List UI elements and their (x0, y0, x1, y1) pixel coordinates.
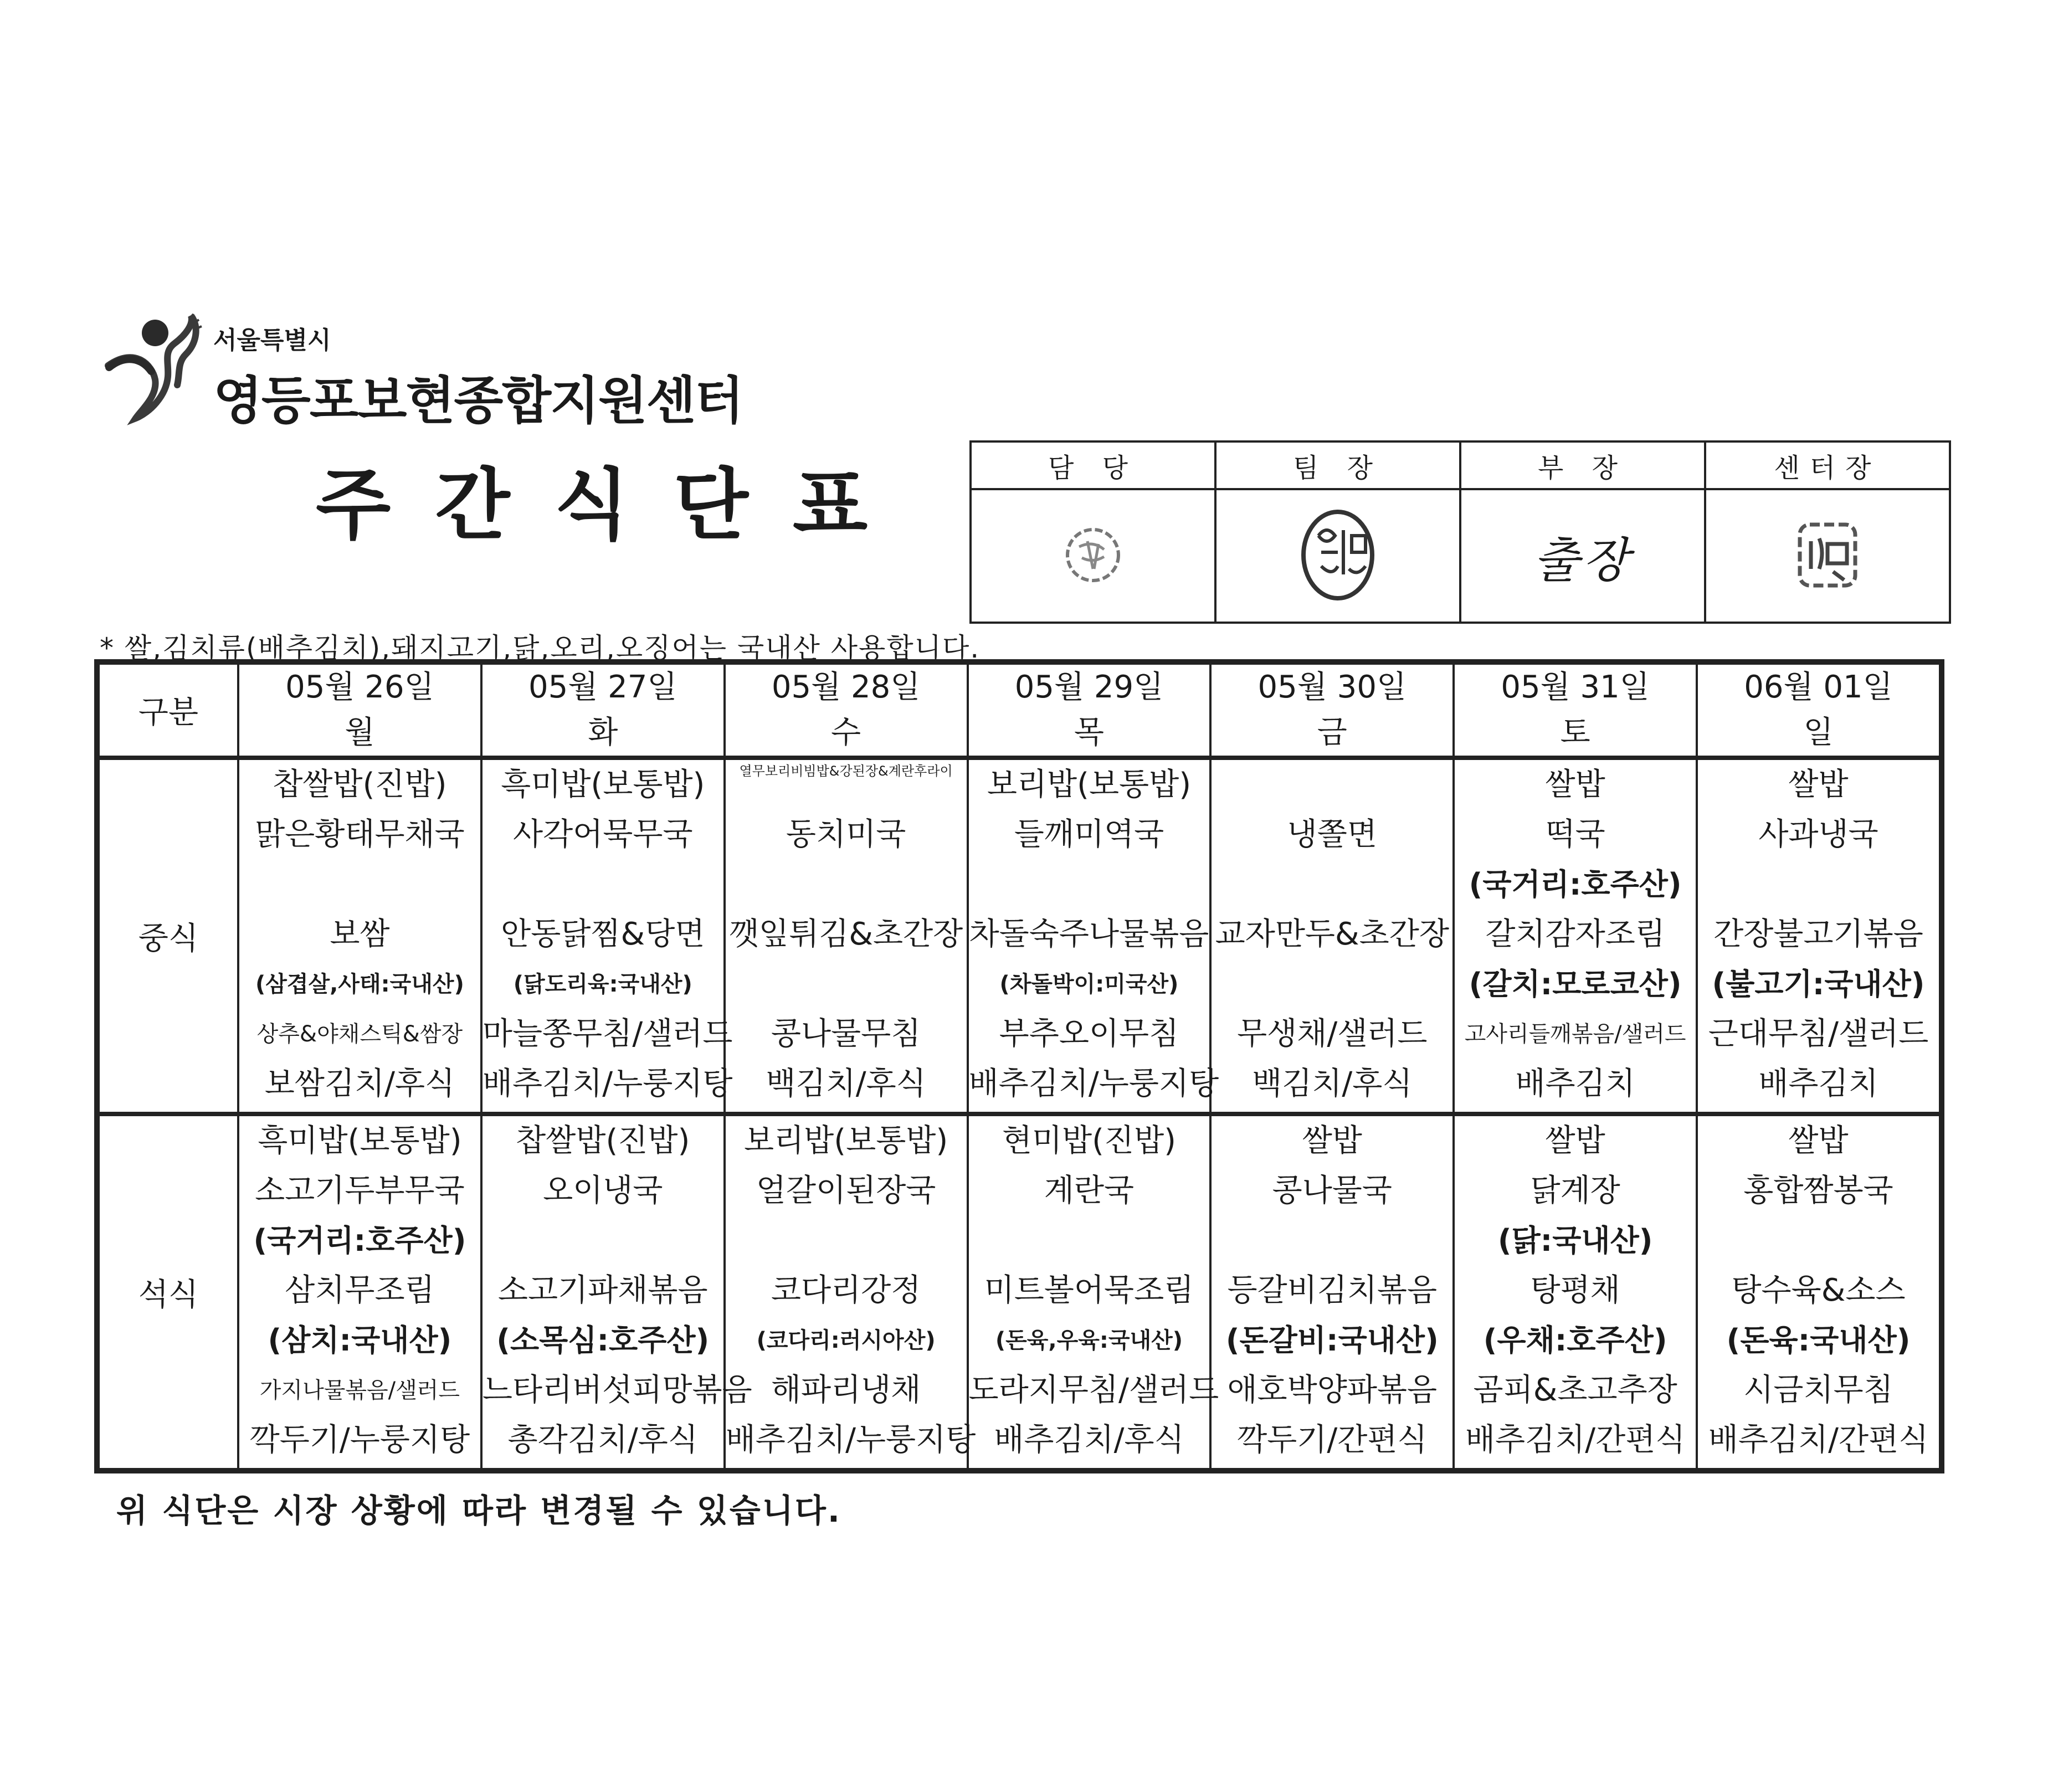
menu-cell (968, 1114, 1219, 1469)
menu-item-blank (1698, 860, 1939, 910)
menu-item: (차돌박이:미국산) (999, 972, 1179, 997)
approval-header-staff: 담 당 (971, 441, 1215, 489)
day-weekday: 토 (1560, 715, 1590, 751)
footer-note: 위 식단은 시장 상황에 따라 변경될 수 있습니다. (116, 1492, 841, 1529)
day-weekday: 목 (1074, 715, 1104, 751)
menu-item: 총각김치/후식 (507, 1422, 698, 1458)
menu-item: 차돌숙주나물볶음 (969, 916, 1209, 952)
menu-item: 느타리버섯피망볶음 (482, 1372, 752, 1408)
day-date: 05월 28일 (771, 669, 921, 705)
menu-item: 배추김치 (1515, 1066, 1635, 1102)
menu-cell (1697, 1114, 1940, 1469)
approval-sign-manager (1460, 489, 1705, 623)
approval-sign-team-lead (1215, 489, 1460, 623)
menu-item-blank (726, 1216, 967, 1266)
menu-item: 탕수육&소스 (1731, 1272, 1906, 1308)
day-weekday: 수 (831, 715, 861, 751)
menu-item-blank (1212, 959, 1452, 1009)
menu-item: 계란국 (1044, 1173, 1135, 1209)
menu-items (1698, 760, 1939, 1112)
menu-cell (968, 758, 1219, 1114)
menu-item: 등갈비김치볶음 (1227, 1272, 1438, 1308)
menu-item: 상추&야채스틱&쌈장 (256, 1021, 463, 1047)
menu-item: (닭:국내산) (1497, 1223, 1653, 1258)
menu-items (1455, 760, 1696, 1112)
menu-item-blank (726, 959, 967, 1009)
menu-item-blank (1212, 760, 1452, 810)
menu-item: 배추김치/누룽지탕 (482, 1066, 733, 1102)
menu-item: (돈갈비:국내산) (1225, 1323, 1439, 1358)
menu-item: 맑은황태무채국 (255, 817, 465, 853)
menu-item: 보쌈 (330, 916, 390, 952)
menu-cell (1454, 758, 1697, 1114)
menu-item: 배추김치 (1758, 1066, 1878, 1102)
day-header (1454, 664, 1697, 758)
menu-item: 콩나물국 (1272, 1173, 1392, 1209)
menu-cell (1210, 758, 1454, 1114)
menu-item: 소고기파채볶음 (497, 1272, 708, 1308)
menu-items (482, 760, 733, 1112)
weekly-menu-table (94, 659, 1944, 1473)
meal-label-lunch: 중식 (99, 758, 238, 1114)
day-weekday: 일 (1803, 715, 1834, 751)
day-header (1697, 664, 1940, 758)
menu-item: (코다리:러시아산) (756, 1328, 936, 1353)
menu-item: 흑미밥(보통밥) (258, 1123, 462, 1159)
menu-item-blank (1212, 1216, 1452, 1266)
menu-item: 간장불고기볶음 (1713, 916, 1923, 952)
menu-item-blank (969, 860, 1210, 910)
menu-item: 보리밥(보통밥) (987, 767, 1192, 803)
menu-item: 현미밥(진밥) (1002, 1123, 1177, 1159)
menu-item: 보쌈김치/후식 (264, 1066, 455, 1102)
menu-items (1212, 1116, 1452, 1468)
menu-item: 근대무침/샐러드 (1708, 1016, 1929, 1052)
menu-item: 애호박양파볶음 (1227, 1372, 1438, 1408)
menu-item: 쌀밥 (1545, 767, 1605, 803)
menu-item: 삼치무조림 (285, 1272, 435, 1308)
origin-note: * 쌀,김치류(배추김치),돼지고기,닭,오리,오징어는 국내산 사용합니다. (100, 632, 981, 664)
menu-items (239, 760, 480, 1112)
day-date: 05월 27일 (528, 669, 677, 705)
menu-item: 부추오이무침 (999, 1016, 1179, 1052)
day-header (968, 664, 1211, 758)
menu-item-blank (726, 860, 967, 910)
menu-item: 사각어묵무국 (512, 817, 693, 853)
menu-item: 배추김치/누룽지탕 (725, 1422, 976, 1458)
menu-item: 쌀밥 (1788, 1123, 1849, 1159)
menu-item: 배추김치/후식 (994, 1422, 1184, 1458)
menu-cell (1210, 1114, 1454, 1469)
menu-item: 고사리들깨볶음/샐러드 (1464, 1021, 1686, 1047)
seal-stamp-icon (1063, 525, 1123, 586)
menu-item: 열무보리비빔밥&강된장&계란후라이 (739, 763, 953, 779)
menu-item: (불고기:국내산) (1712, 967, 1925, 1002)
menu-items (725, 1116, 976, 1468)
menu-item-blank (1698, 1216, 1939, 1266)
date-header-row (99, 664, 1940, 758)
menu-items (1455, 1116, 1696, 1468)
menu-items (968, 760, 1219, 1112)
menu-item: 안동닭찜&당면 (501, 916, 705, 952)
menu-item: 소고기두부무국 (255, 1173, 465, 1209)
meal-label-dinner: 석식 (99, 1114, 238, 1469)
menu-cell (481, 1114, 752, 1469)
menu-item: 해파리냉채 (771, 1372, 921, 1408)
menu-item: 찹쌀밥(진밥) (273, 767, 447, 803)
menu-item: 냉쫄면 (1287, 817, 1377, 853)
menu-item: (닭도리육:국내산) (513, 972, 692, 997)
menu-item: 깍두기/간편식 (1237, 1422, 1428, 1458)
menu-cell (481, 758, 733, 1114)
menu-item: 탕평채 (1530, 1272, 1620, 1308)
menu-item-blank (969, 1216, 1210, 1266)
menu-item: (삼겹살,사태:국내산) (255, 972, 464, 997)
day-header (725, 664, 968, 758)
menu-cell (238, 1114, 481, 1469)
menu-item: (갈치:모로코산) (1469, 967, 1682, 1002)
approval-box (969, 440, 1951, 624)
menu-item: 쌀밥 (1545, 1123, 1605, 1159)
seal-stamp-icon (1794, 519, 1861, 591)
menu-item: 찹쌀밥(진밥) (516, 1123, 690, 1159)
menu-item: 흑미밥(보통밥) (501, 767, 705, 803)
menu-item-blank (1212, 860, 1452, 910)
menu-cell (725, 1114, 976, 1469)
menu-item: 코다리강정 (771, 1272, 921, 1308)
business-trip-sign: 출장 (1533, 532, 1633, 588)
menu-item: 쌀밥 (1302, 1123, 1362, 1159)
day-weekday: 화 (588, 715, 618, 751)
menu-item-blank (239, 860, 480, 910)
approval-sign-staff (971, 489, 1215, 623)
day-header (481, 664, 725, 758)
org-city-label: 서울특별시 (213, 326, 331, 355)
day-date: 05월 29일 (1014, 669, 1164, 705)
menu-item: 떡국 (1545, 817, 1605, 853)
day-weekday: 금 (1317, 715, 1347, 751)
menu-item: 갈치감자조림 (1485, 916, 1665, 952)
menu-item: 동치미국 (786, 817, 906, 853)
menu-item: 배추김치/누룽지탕 (968, 1066, 1219, 1102)
day-date: 05월 26일 (285, 669, 434, 705)
org-name: 영등포보현종합지원센터 (213, 371, 743, 430)
dinner-row (99, 1114, 1940, 1469)
menu-item: 사과냉국 (1758, 817, 1878, 853)
menu-item: (돈육,우육:국내산) (995, 1328, 1183, 1353)
day-weekday: 월 (345, 715, 375, 751)
menu-item: 가지나물볶음/샐러드 (259, 1378, 460, 1403)
approval-header-director: 센터장 (1705, 441, 1950, 489)
menu-items (239, 1116, 480, 1468)
menu-item: (국거리:호주산) (1469, 867, 1682, 902)
menu-item: 닭계장 (1530, 1173, 1620, 1209)
menu-item: (국거리:호주산) (253, 1223, 466, 1258)
menu-item: 미트볼어묵조림 (984, 1272, 1194, 1308)
day-date: 05월 31일 (1501, 669, 1650, 705)
menu-item: 백김치/후식 (1252, 1066, 1413, 1102)
seal-stamp-icon (1299, 508, 1377, 602)
menu-item: 무생채/샐러드 (1237, 1016, 1428, 1052)
menu-item: (우채:호주산) (1483, 1323, 1667, 1358)
day-header (1210, 664, 1454, 758)
approval-sign-director (1705, 489, 1950, 623)
approval-header-manager: 부 장 (1460, 441, 1705, 489)
page-title: 주간식단표 (316, 460, 912, 551)
menu-item: 곰피&초고추장 (1473, 1372, 1677, 1408)
menu-item: 쌀밥 (1788, 767, 1849, 803)
menu-items (1698, 1116, 1939, 1468)
menu-item: 도라지무침/샐러드 (968, 1372, 1219, 1408)
day-date: 05월 30일 (1257, 669, 1407, 705)
menu-item: (소목심:호주산) (496, 1323, 710, 1358)
menu-cell (1697, 758, 1940, 1114)
menu-items (968, 1116, 1219, 1468)
menu-item: 홍합짬봉국 (1743, 1173, 1893, 1209)
menu-item: (삼치:국내산) (268, 1323, 452, 1358)
menu-item: (돈육:국내산) (1726, 1323, 1911, 1358)
approval-header-team-lead: 팀 장 (1215, 441, 1460, 489)
menu-item: 오이냉국 (543, 1173, 663, 1209)
menu-cell (1454, 1114, 1697, 1469)
menu-item: 시금치무침 (1743, 1372, 1893, 1408)
category-header: 구분 (99, 664, 238, 758)
day-header (238, 664, 481, 758)
menu-items (1212, 760, 1452, 1112)
day-date: 06월 01일 (1744, 669, 1893, 705)
menu-cell (725, 758, 968, 1114)
menu-item-blank (483, 860, 723, 910)
menu-item: 배추김치/간편식 (1465, 1422, 1686, 1458)
menu-item: 배추김치/간편식 (1708, 1422, 1929, 1458)
menu-item: 들깨미역국 (1014, 817, 1164, 853)
menu-item: 콩나물무침 (771, 1016, 921, 1052)
menu-cell (238, 758, 481, 1114)
menu-item: 교자만두&초간장 (1215, 916, 1449, 952)
menu-item: 깍두기/누룽지탕 (249, 1422, 470, 1458)
center-logo-icon (102, 313, 213, 424)
lunch-row (99, 758, 1940, 1114)
menu-item: 보리밥(보통밥) (743, 1123, 948, 1159)
menu-item: 백김치/후식 (766, 1066, 926, 1102)
menu-item: 얼갈이된장국 (756, 1173, 936, 1209)
menu-item: 마늘쫑무침/샐러드 (482, 1016, 733, 1052)
menu-item-blank (483, 1216, 723, 1266)
menu-items (726, 760, 967, 1112)
menu-items (482, 1116, 752, 1468)
menu-item: 깻잎튀김&초간장 (728, 916, 963, 952)
